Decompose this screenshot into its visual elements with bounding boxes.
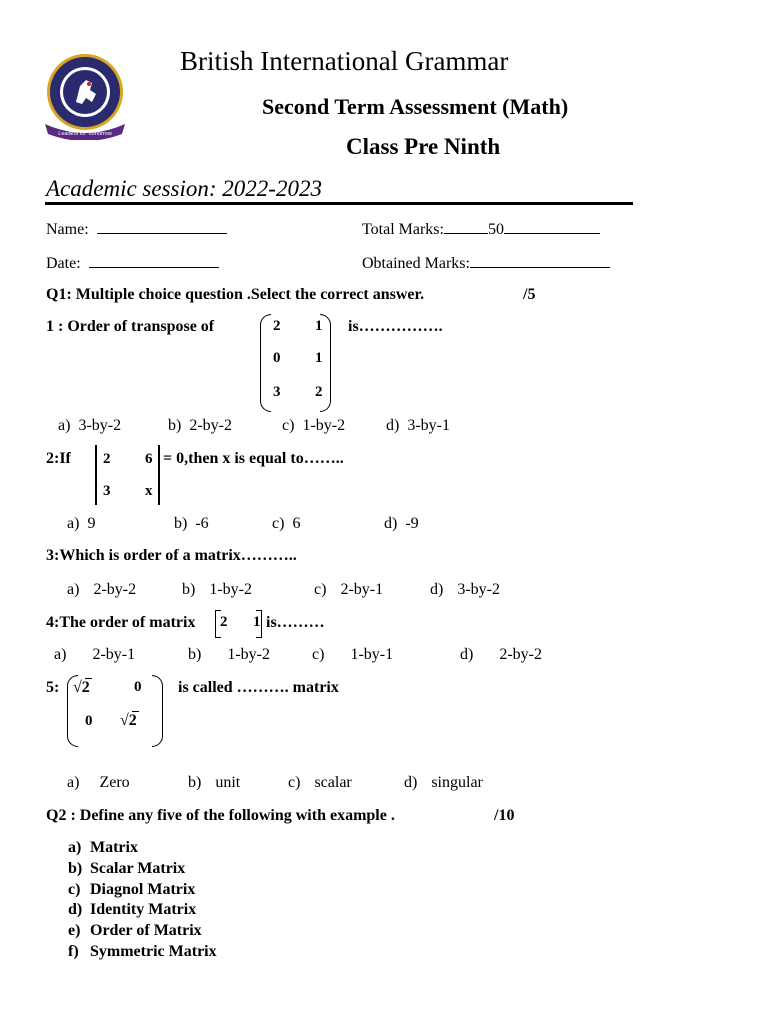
- session-underline: [45, 202, 633, 205]
- option-c[interactable]: c) 6: [272, 515, 301, 532]
- q1-marks: /5: [523, 286, 536, 303]
- matrix-cell: 2: [103, 451, 111, 467]
- q1-2-prefix: 2:If: [46, 450, 71, 467]
- obtained-marks-blank[interactable]: [470, 253, 610, 268]
- option-b[interactable]: b) 2-by-2: [168, 417, 232, 434]
- q1-2-suffix: = 0,then x is equal to……..: [163, 450, 344, 467]
- matrix-cell: 2: [315, 384, 323, 400]
- q1-3-prefix: 3:Which is order of a matrix………..: [46, 547, 297, 564]
- option-c[interactable]: c) 2-by-1: [314, 581, 384, 598]
- q1-1-suffix: is…………….: [348, 318, 443, 335]
- list-item: a) Matrix: [68, 839, 138, 856]
- option-d[interactable]: d) 2-by-2: [460, 646, 542, 663]
- total-marks-label: Total Marks:: [362, 221, 444, 238]
- option-c[interactable]: c) scalar: [288, 774, 352, 791]
- option-a[interactable]: a) 2-by-1: [54, 646, 136, 663]
- option-c[interactable]: c) 1-by-1: [312, 646, 394, 663]
- assessment-title: Second Term Assessment (Math): [262, 94, 569, 119]
- list-item: b) Scalar Matrix: [68, 859, 186, 877]
- total-marks-field: [362, 219, 600, 239]
- q1-1-prefix: 1 : Order of transpose of: [46, 318, 215, 335]
- matrix-cell: 2: [273, 318, 281, 334]
- date-blank[interactable]: [89, 253, 219, 268]
- option-b[interactable]: b) 1-by-2: [188, 646, 270, 663]
- q2-marks: /10: [494, 807, 515, 824]
- option-d[interactable]: d) 3-by-1: [386, 417, 450, 434]
- q1-4-suffix: is………: [266, 614, 325, 631]
- matrix-cell: 3: [103, 483, 111, 499]
- option-c[interactable]: c) 1-by-2: [282, 417, 346, 434]
- academic-session: Academic session: 2022-2023: [46, 176, 322, 201]
- total-marks-value: 50: [487, 221, 504, 238]
- matrix-cell: √2: [73, 679, 90, 696]
- name-field[interactable]: [46, 219, 227, 239]
- option-b[interactable]: b) 1-by-2: [182, 581, 252, 598]
- q1-4-prefix: 4:The order of matrix: [46, 614, 196, 631]
- option-a[interactable]: a) 3-by-2: [58, 417, 122, 434]
- matrix-cell: 0: [85, 713, 93, 729]
- matrix-cell: 1: [315, 318, 323, 334]
- q2-heading: Q2 : Define any five of the following with example .: [46, 807, 395, 824]
- date-field[interactable]: [46, 253, 219, 273]
- option-d[interactable]: d) -9: [384, 515, 419, 532]
- matrix-cell: 0: [273, 350, 281, 366]
- class-name: Class Pre Ninth: [346, 134, 501, 159]
- date-label: Date:: [46, 255, 81, 272]
- matrix-cell: 1: [253, 614, 261, 630]
- matrix-cell: 3: [273, 384, 281, 400]
- name-blank[interactable]: [97, 219, 227, 234]
- matrix-cell: 0: [134, 679, 142, 695]
- matrix-cell: 2: [220, 614, 228, 630]
- school-name: British International Grammar: [180, 46, 509, 76]
- option-b[interactable]: b) unit: [188, 774, 241, 791]
- logo-ribbon-text: Leaders for Tomorrow: [58, 131, 112, 137]
- obtained-marks-field[interactable]: [362, 253, 610, 273]
- q1-heading: Q1: Multiple choice question .Select the correct answer.: [46, 286, 425, 303]
- matrix-cell: 1: [315, 350, 323, 366]
- list-item: c) Diagnol Matrix: [68, 880, 196, 898]
- option-d[interactable]: d) 3-by-2: [430, 581, 500, 598]
- q1-5-prefix: 5:: [46, 679, 60, 696]
- matrix-cell: √2: [120, 712, 137, 729]
- option-a[interactable]: a) 9: [67, 515, 96, 532]
- school-logo: [40, 50, 130, 140]
- option-a[interactable]: a) 2-by-2: [67, 581, 137, 598]
- option-b[interactable]: b) -6: [174, 515, 209, 532]
- q1-5-suffix: is called ………. matrix: [178, 679, 339, 696]
- list-item: d) Identity Matrix: [68, 901, 197, 919]
- list-item: e) Order of Matrix: [68, 922, 202, 940]
- list-item: f) Symmetric Matrix: [68, 942, 217, 960]
- matrix-cell: 6: [145, 451, 153, 467]
- name-label: Name:: [46, 221, 89, 238]
- q2-list: [68, 838, 217, 963]
- obtained-marks-label: Obtained Marks:: [362, 255, 470, 272]
- option-a[interactable]: a) Zero: [67, 774, 130, 791]
- matrix-cell: x: [145, 483, 153, 499]
- option-d[interactable]: d) singular: [404, 774, 483, 791]
